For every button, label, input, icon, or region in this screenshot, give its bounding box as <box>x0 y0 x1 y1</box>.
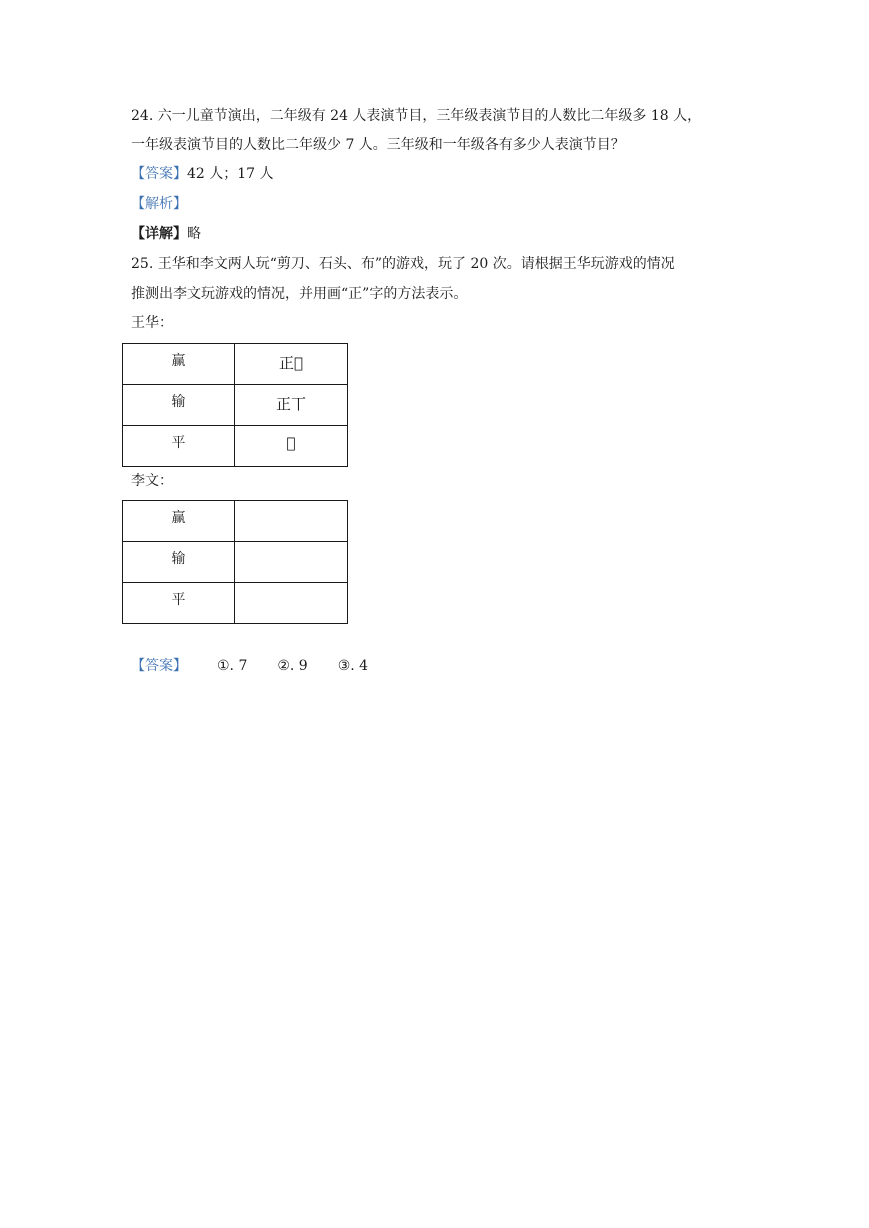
liwen-lose-marks <box>235 542 348 583</box>
q24-detail <box>131 224 201 244</box>
q25-line-1: 25. 王华和李文两人玩“剪刀、石头、布”的游戏，玩了 20 次。请根据王华玩游戏的情况 <box>131 256 675 272</box>
wanghua-draw-label: 平 <box>123 426 235 467</box>
liwen-draw-label: 平 <box>123 583 235 624</box>
q25-answer-3: ③. 4 <box>337 658 369 674</box>
q25-answer-2: ②. 9 <box>277 658 308 674</box>
q25-answer-label: 【答案】 <box>131 658 187 674</box>
q24-detail-text: 略 <box>187 226 201 242</box>
wanghua-label: 王华： <box>131 315 173 331</box>
table-row <box>123 344 348 385</box>
q24-detail-label: 【详解】 <box>131 226 187 242</box>
wanghua-win-label: 赢 <box>123 344 235 385</box>
q24-analysis-label: 【解析】 <box>131 196 187 212</box>
q25-line-2: 推测出李文玩游戏的情况，并用画“正”字的方法表示。 <box>131 286 468 302</box>
table-row <box>123 385 348 426</box>
q24-line-1: 24. 六一儿童节演出，二年级有 24 人表演节目，三年级表演节目的人数比二年级多 18 人， <box>131 108 702 124</box>
liwen-lose-label: 输 <box>123 542 235 583</box>
liwen-table <box>122 500 348 624</box>
wanghua-draw-marks: 𠀆 <box>235 426 348 467</box>
q25-answer-1: ①. 7 <box>217 658 248 674</box>
q24-answer <box>131 164 274 184</box>
wanghua-lose-marks: 正丅 <box>235 385 348 426</box>
wanghua-lose-label: 输 <box>123 385 235 426</box>
table-row <box>123 426 348 467</box>
wanghua-table <box>122 343 348 467</box>
table-row <box>123 542 348 583</box>
liwen-win-marks <box>235 501 348 542</box>
q24-analysis <box>131 194 187 214</box>
q25-answer <box>131 656 368 676</box>
q24-line-2: 一年级表演节目的人数比二年级少 7 人。三年级和一年级各有多少人表演节目？ <box>131 137 625 153</box>
wanghua-win-marks: 正𠀆 <box>235 344 348 385</box>
q24-answer-text: 42 人；17 人 <box>187 166 274 182</box>
table-row <box>123 583 348 624</box>
liwen-win-label: 赢 <box>123 501 235 542</box>
liwen-label: 李文： <box>131 473 173 489</box>
liwen-draw-marks <box>235 583 348 624</box>
table-row <box>123 501 348 542</box>
q24-answer-label: 【答案】 <box>131 166 187 182</box>
